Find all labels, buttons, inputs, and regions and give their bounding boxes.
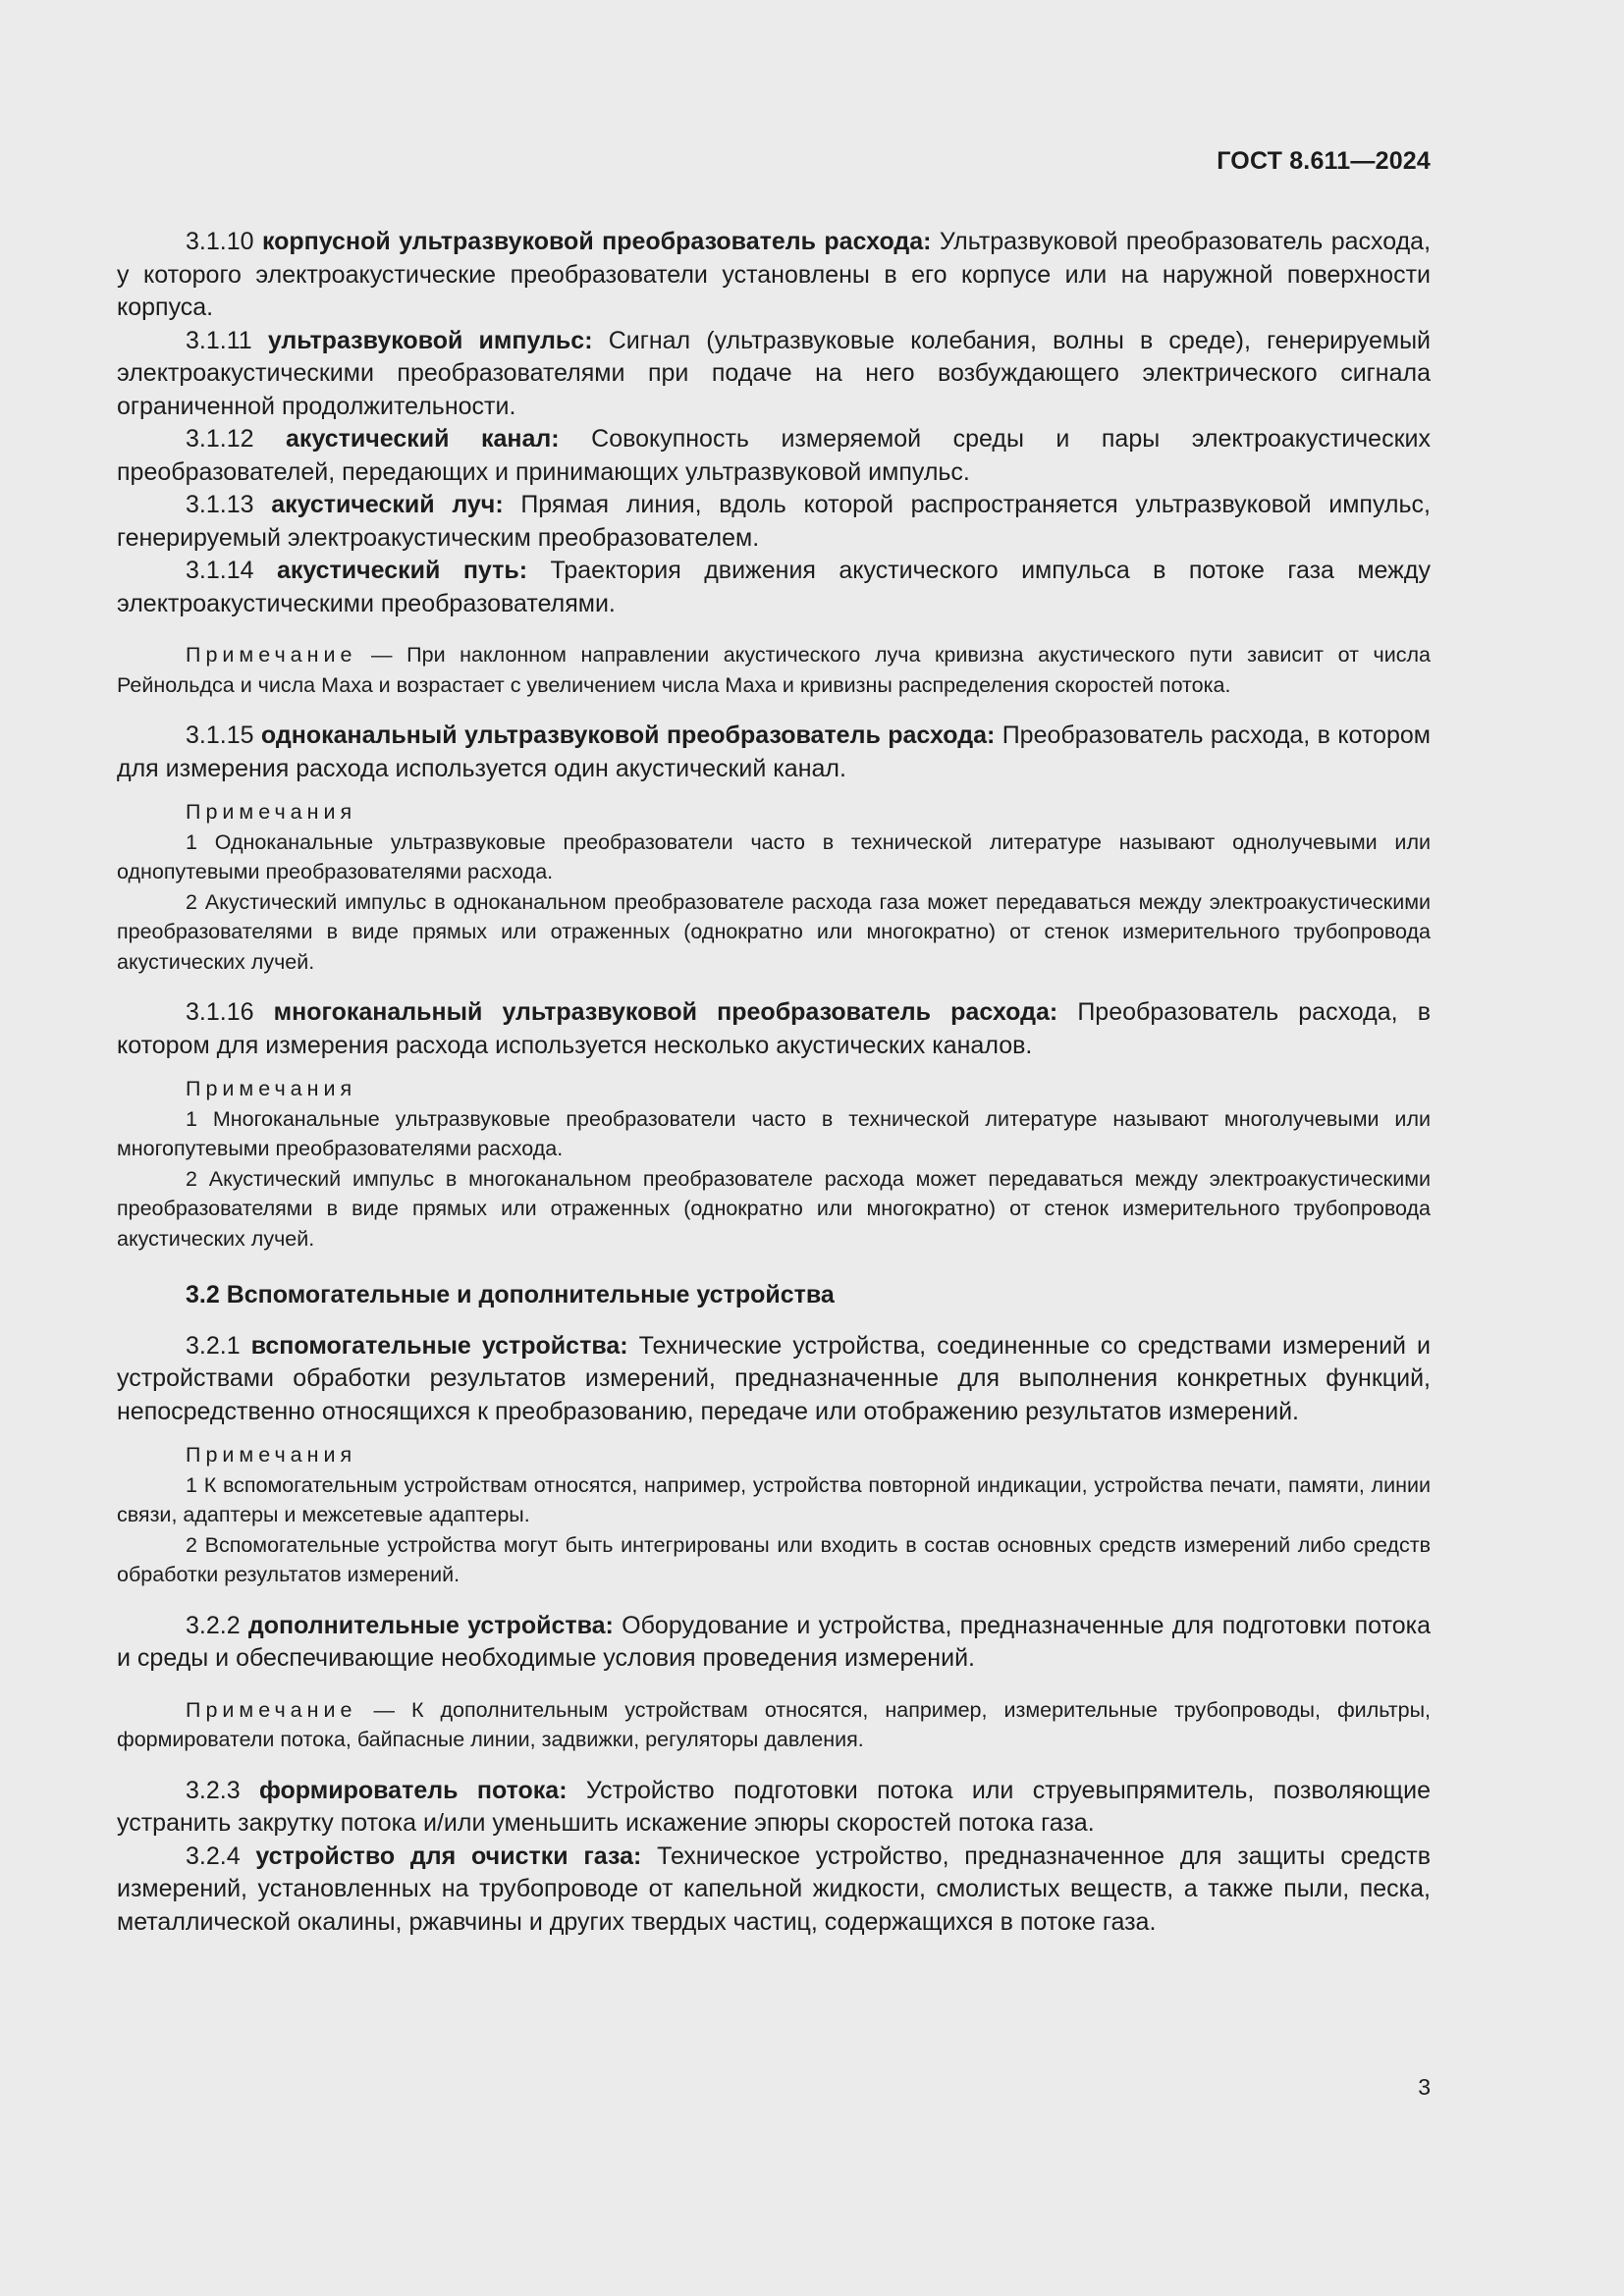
note-3-1-15-1: 1 Одноканальные ультразвуковые преобразователи часто в технической литературе называют однолучевыми или однопутевыми преобразователями расхода. [117,829,1431,883]
term-3-1-12: 3.1.12 акустический канал: Совокупность измеряемой среды и пары электроакустических преобразователей, передающих и принимающих ультразвуковой импульс. [117,425,1431,486]
notes-heading: Примечания [186,1443,357,1467]
document-header: ГОСТ 8.611—2024 [1217,147,1431,175]
note-label: Примечание [186,1697,357,1722]
page-number: 3 [1418,2074,1431,2100]
note-label: Примечание [186,643,357,667]
term-3-1-15: 3.1.15 одноканальный ультразвуковой преобразователь расхода: Преобразователь расхода, в котором для измерения расхода используется один акустический канал. [117,721,1431,782]
term-3-1-14: 3.1.14 акустический путь: Траектория движения акустического импульса в потоке газа между электроакустическими преобразователями. [117,557,1431,617]
document-body [117,226,1431,1939]
term-3-1-11: 3.1.11 ультразвуковой импульс: Сигнал (ультразвуковые колебания, волны в среде), генерируемый электроакустическими преобразователями при подаче на него возбуждающего электрического сигнала ограниченной продолжительности. [117,326,1432,420]
term-3-1-13: 3.1.13 акустический луч: Прямая линия, вдоль которой распространяется ультразвуковой импульс, генерируемый электроакустическим преобразователем. [117,491,1431,552]
term-3-2-4: 3.2.4 устройство для очистки газа: Техническое устройство, предназначенное для защиты средств измерений, установленных на трубопроводе от капельной жидкости, смолистых веществ, а также пыли, песка, металлической окалины, ржавчины и других твердых частиц, содержащихся в потоке газа. [117,1842,1431,1936]
note-3-2-1-1: 1 К вспомогательным устройствам относятся, например, устройства повторной индикации, устройства печати, памяти, линии связи, адаптеры и межсетевые адаптеры. [117,1472,1431,1526]
term-3-2-1: 3.2.1 вспомогательные устройства: Технические устройства, соединенные со средствами измерений и устройствами обработки результатов измерений, предназначенные для выполнения конкретных функций, непосредственно относящихся к преобразованию, передаче или отображению результатов измерений. [117,1331,1431,1425]
note-3-1-16-2: 2 Акустический импульс в многоканальном преобразователе расхода может передаваться между электроакустическими преобразователями в виде прямых или отраженных (однократно или многократно) от стенок измерительного трубопровода акустических лучей. [117,1166,1431,1251]
term-3-2-2: 3.2.2 дополнительные устройства: Оборудование и устройства, предназначенные для подготовки потока и среды и обеспечивающие необходимые условия проведения измерений. [117,1611,1432,1672]
note-3-2-1-2: 2 Вспомогательные устройства могут быть интегрированы или входить в состав основных средств измерений либо средств обработки результатов измерений. [117,1532,1431,1586]
term-3-1-10: 3.1.10 корпусной ультразвуковой преобразователь расхода: Ультразвуковой преобразователь расхода, у которого электроакустические преобразователи установлены в его корпусе или на наружной поверхности корпуса. [117,228,1432,321]
note-3-1-16-1: 1 Многоканальные ультразвуковые преобразователи часто в технической литературе называют многолучевыми или многопутевыми преобразователями расхода. [117,1106,1431,1160]
section-heading-3-2: 3.2 Вспомогательные и дополнительные устройства [186,1281,835,1308]
note-3-1-14: Примечание — При наклонном направлении акустического луча кривизна акустического пути зависит от числа Рейнольдса и числа Маха и возрастает с увеличением числа Маха и кривизны распределения скоростей потока. [117,643,1431,697]
term-3-2-3: 3.2.3 формирователь потока: Устройство подготовки потока или струевыпрямитель, позволяющие устранить закрутку потока и/или уменьшить искажение эпюры скоростей потока газа. [117,1776,1431,1837]
note-3-1-15-2: 2 Акустический импульс в одноканальном преобразователе расхода газа может передаваться между электроакустическими преобразователями в виде прямых или отраженных (однократно или многократно) от стенок измерительного трубопровода акустических лучей. [117,889,1431,974]
note-3-2-2: Примечание — К дополнительным устройствам относятся, например, измерительные трубопроводы, фильтры, формирователи потока, байпасные линии, задвижки, регуляторы давления. [117,1697,1431,1751]
notes-heading: Примечания [186,1077,357,1100]
notes-heading: Примечания [186,800,357,824]
term-3-1-16: 3.1.16 многоканальный ультразвуковой преобразователь расхода: Преобразователь расхода, в котором для измерения расхода используется несколько акустических каналов. [117,998,1431,1059]
